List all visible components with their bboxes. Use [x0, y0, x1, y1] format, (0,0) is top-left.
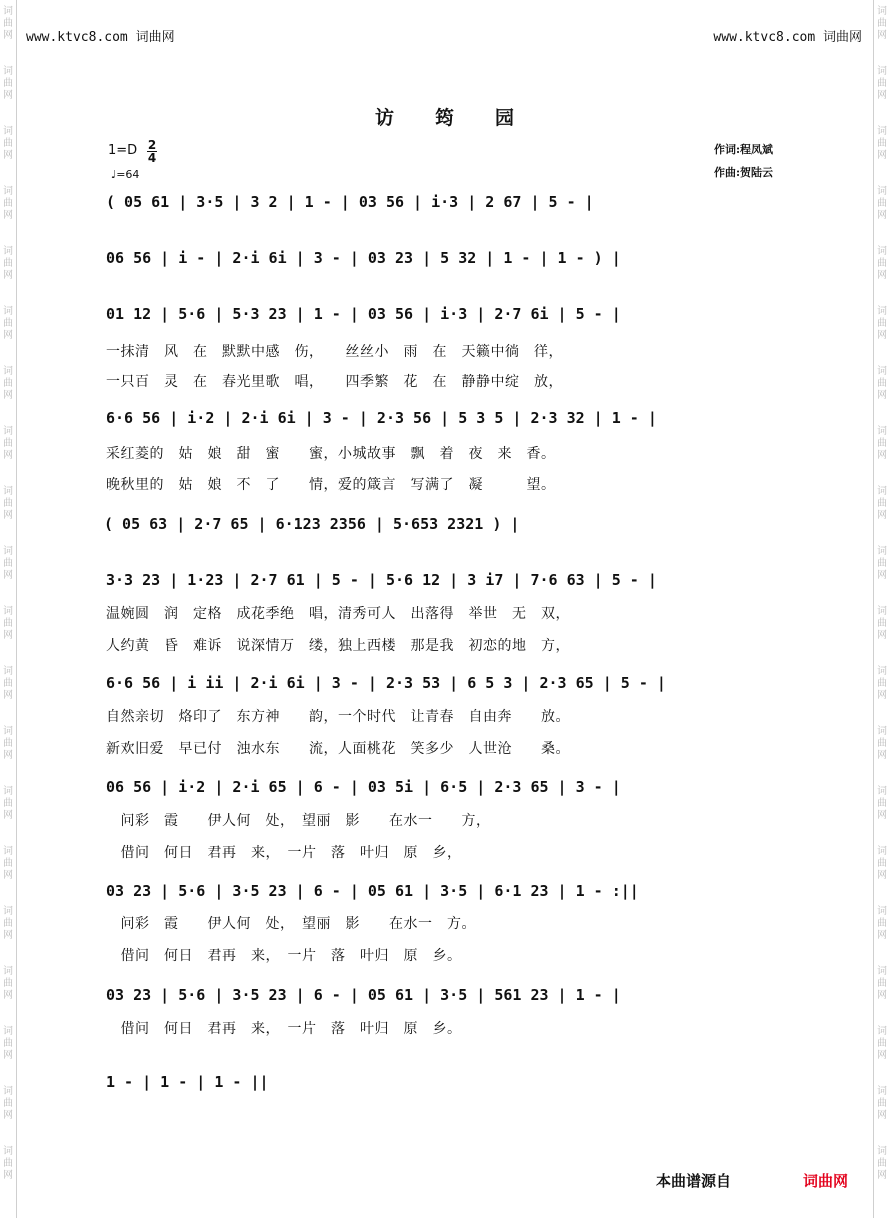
score-row: 03 23 | 5·6 | 3·5 23 | 6 - | 05 61 | 3·5 | 6·1 23 | 1 - :|| [106, 882, 639, 900]
side-watermark: 词 曲 网 [3, 246, 13, 281]
left-watermark-strip [0, 0, 17, 1218]
score-row: 01 12 | 5·6 | 5·3 23 | 1 - | 03 56 | i·3 | 2·7 6i | 5 - | [106, 305, 621, 323]
side-watermark: 词 曲 网 [877, 1146, 887, 1181]
side-watermark: 词 曲 网 [877, 1026, 887, 1061]
brand-logo-text: 词曲网 [803, 1172, 849, 1190]
side-watermark: 词 曲 网 [3, 306, 13, 341]
score-row: ( 05 63 | 2·7 65 | 6·123 2356 | 5·653 2321 ) | [104, 515, 520, 533]
side-watermark: 词 曲 网 [3, 786, 13, 821]
side-watermark: 词 曲 网 [877, 486, 887, 521]
side-watermark: 词 曲 网 [3, 66, 13, 101]
lyric-line: 问彩 霞 伊人何 处， 望丽 影 在水一 方。 [106, 916, 476, 932]
side-watermark: 词 曲 网 [877, 306, 887, 341]
lyric-line: 问彩 霞 伊人何 处， 望丽 影 在水一 方， [106, 813, 491, 829]
side-watermark: 词 曲 网 [877, 966, 887, 1001]
side-watermark: 词 曲 网 [3, 486, 13, 521]
side-watermark: 词 曲 网 [877, 546, 887, 581]
side-watermark: 词 曲 网 [3, 1146, 13, 1181]
lyric-line: 一抹清 风 在 默默中感 伤， 丝丝小 雨 在 天籁中徜 徉， [106, 344, 563, 360]
score-row: 3·3 23 | 1·23 | 2·7 61 | 5 - | 5·6 12 | 3 i7 | 7·6 63 | 5 - | [106, 571, 657, 589]
meter-top: 2 [147, 138, 157, 152]
score-row: 06 56 | i - | 2·i 6i | 3 - | 03 23 | 5 32 | 1 - | 1 - ) | [106, 249, 621, 267]
side-watermark: 词 曲 网 [3, 6, 13, 41]
lyric-line: 新欢旧爱 早已付 浊水东 流，人面桃花 笑多少 人世沧 桑。 [106, 741, 570, 757]
lyricist-credit: 作词:程凤斌 [714, 143, 774, 156]
side-watermark: 词 曲 网 [877, 126, 887, 161]
side-watermark: 词 曲 网 [877, 366, 887, 401]
side-watermark: 词 曲 网 [877, 426, 887, 461]
side-watermark: 词 曲 网 [3, 366, 13, 401]
site-watermark-right: www.ktvc8.com 词曲网 [713, 30, 862, 45]
side-watermark: 词 曲 网 [3, 126, 13, 161]
side-watermark: 词 曲 网 [3, 726, 13, 761]
side-watermark: 词 曲 网 [3, 1026, 13, 1061]
score-row: 6·6 56 | i ii | 2·i 6i | 3 - | 2·3 53 | 6 5 3 | 2·3 65 | 5 - | [106, 674, 666, 692]
lyric-line: 晚秋里的 姑 娘 不 了 情，爱的箴言 写满了 凝 望。 [106, 477, 556, 493]
key-signature: 1=D [108, 143, 138, 158]
score-row: 03 23 | 5·6 | 3·5 23 | 6 - | 05 61 | 3·5 | 561 23 | 1 - | [106, 986, 621, 1004]
score-row: ( 05 61 | 3·5 | 3 2 | 1 - | 03 56 | i·3 | 2 67 | 5 - | [106, 193, 594, 211]
side-watermark: 词 曲 网 [877, 6, 887, 41]
side-watermark: 词 曲 网 [877, 246, 887, 281]
side-watermark: 词 曲 网 [3, 666, 13, 701]
side-watermark: 词 曲 网 [877, 1086, 887, 1121]
tempo-marking: ♩=64 [111, 168, 140, 181]
lyric-line: 自然亲切 烙印了 东方神 韵，一个时代 让青春 自由奔 放。 [106, 709, 570, 725]
side-watermark: 词 曲 网 [877, 726, 887, 761]
side-watermark: 词 曲 网 [3, 906, 13, 941]
side-watermark: 词 曲 网 [3, 606, 13, 641]
lyric-line: 人约黄 昏 难诉 说深情万 缕，独上西楼 那是我 初恋的地 方， [106, 638, 570, 654]
right-watermark-strip [873, 0, 890, 1218]
score-row: 06 56 | i·2 | 2·i 65 | 6 - | 03 5i | 6·5 | 2·3 65 | 3 - | [106, 778, 621, 796]
side-watermark: 词 曲 网 [877, 786, 887, 821]
score-row: 1 - | 1 - | 1 - || [106, 1073, 269, 1091]
side-watermark: 词 曲 网 [3, 546, 13, 581]
side-watermark: 词 曲 网 [3, 1086, 13, 1121]
lyric-line: 借问 何日 君再 来， 一片 落 叶归 原 乡。 [106, 948, 462, 964]
site-watermark-left: www.ktvc8.com 词曲网 [26, 30, 175, 45]
side-watermark: 词 曲 网 [877, 666, 887, 701]
side-watermark: 词 曲 网 [877, 846, 887, 881]
lyric-line: 温婉圆 润 定格 成花季绝 唱，清秀可人 出落得 举世 无 双， [106, 606, 570, 622]
side-watermark: 词 曲 网 [3, 966, 13, 1001]
lyric-line: 一只百 灵 在 春光里歌 唱， 四季繁 花 在 静静中绽 放， [106, 374, 563, 390]
source-label: 本曲谱源自 [656, 1172, 732, 1190]
lyric-line: 采红菱的 姑 娘 甜 蜜 蜜，小城故事 飘 着 夜 来 香。 [106, 446, 556, 462]
side-watermark: 词 曲 网 [877, 606, 887, 641]
lyric-line: 借问 何日 君再 来， 一片 落 叶归 原 乡。 [106, 1021, 462, 1037]
side-watermark: 词 曲 网 [3, 186, 13, 221]
meter-bottom: 4 [147, 151, 157, 165]
side-watermark: 词 曲 网 [877, 66, 887, 101]
score-row: 6·6 56 | i·2 | 2·i 6i | 3 - | 2·3 56 | 5 3 5 | 2·3 32 | 1 - | [106, 409, 657, 427]
side-watermark: 词 曲 网 [877, 906, 887, 941]
side-watermark: 词 曲 网 [3, 426, 13, 461]
song-title: 访 筠 园 [374, 107, 515, 129]
side-watermark: 词 曲 网 [3, 846, 13, 881]
composer-credit: 作曲:贺陆云 [714, 166, 774, 179]
time-signature [146, 139, 158, 164]
side-watermark: 词 曲 网 [877, 186, 887, 221]
lyric-line: 借问 何日 君再 来， 一片 落 叶归 原 乡， [106, 845, 462, 861]
